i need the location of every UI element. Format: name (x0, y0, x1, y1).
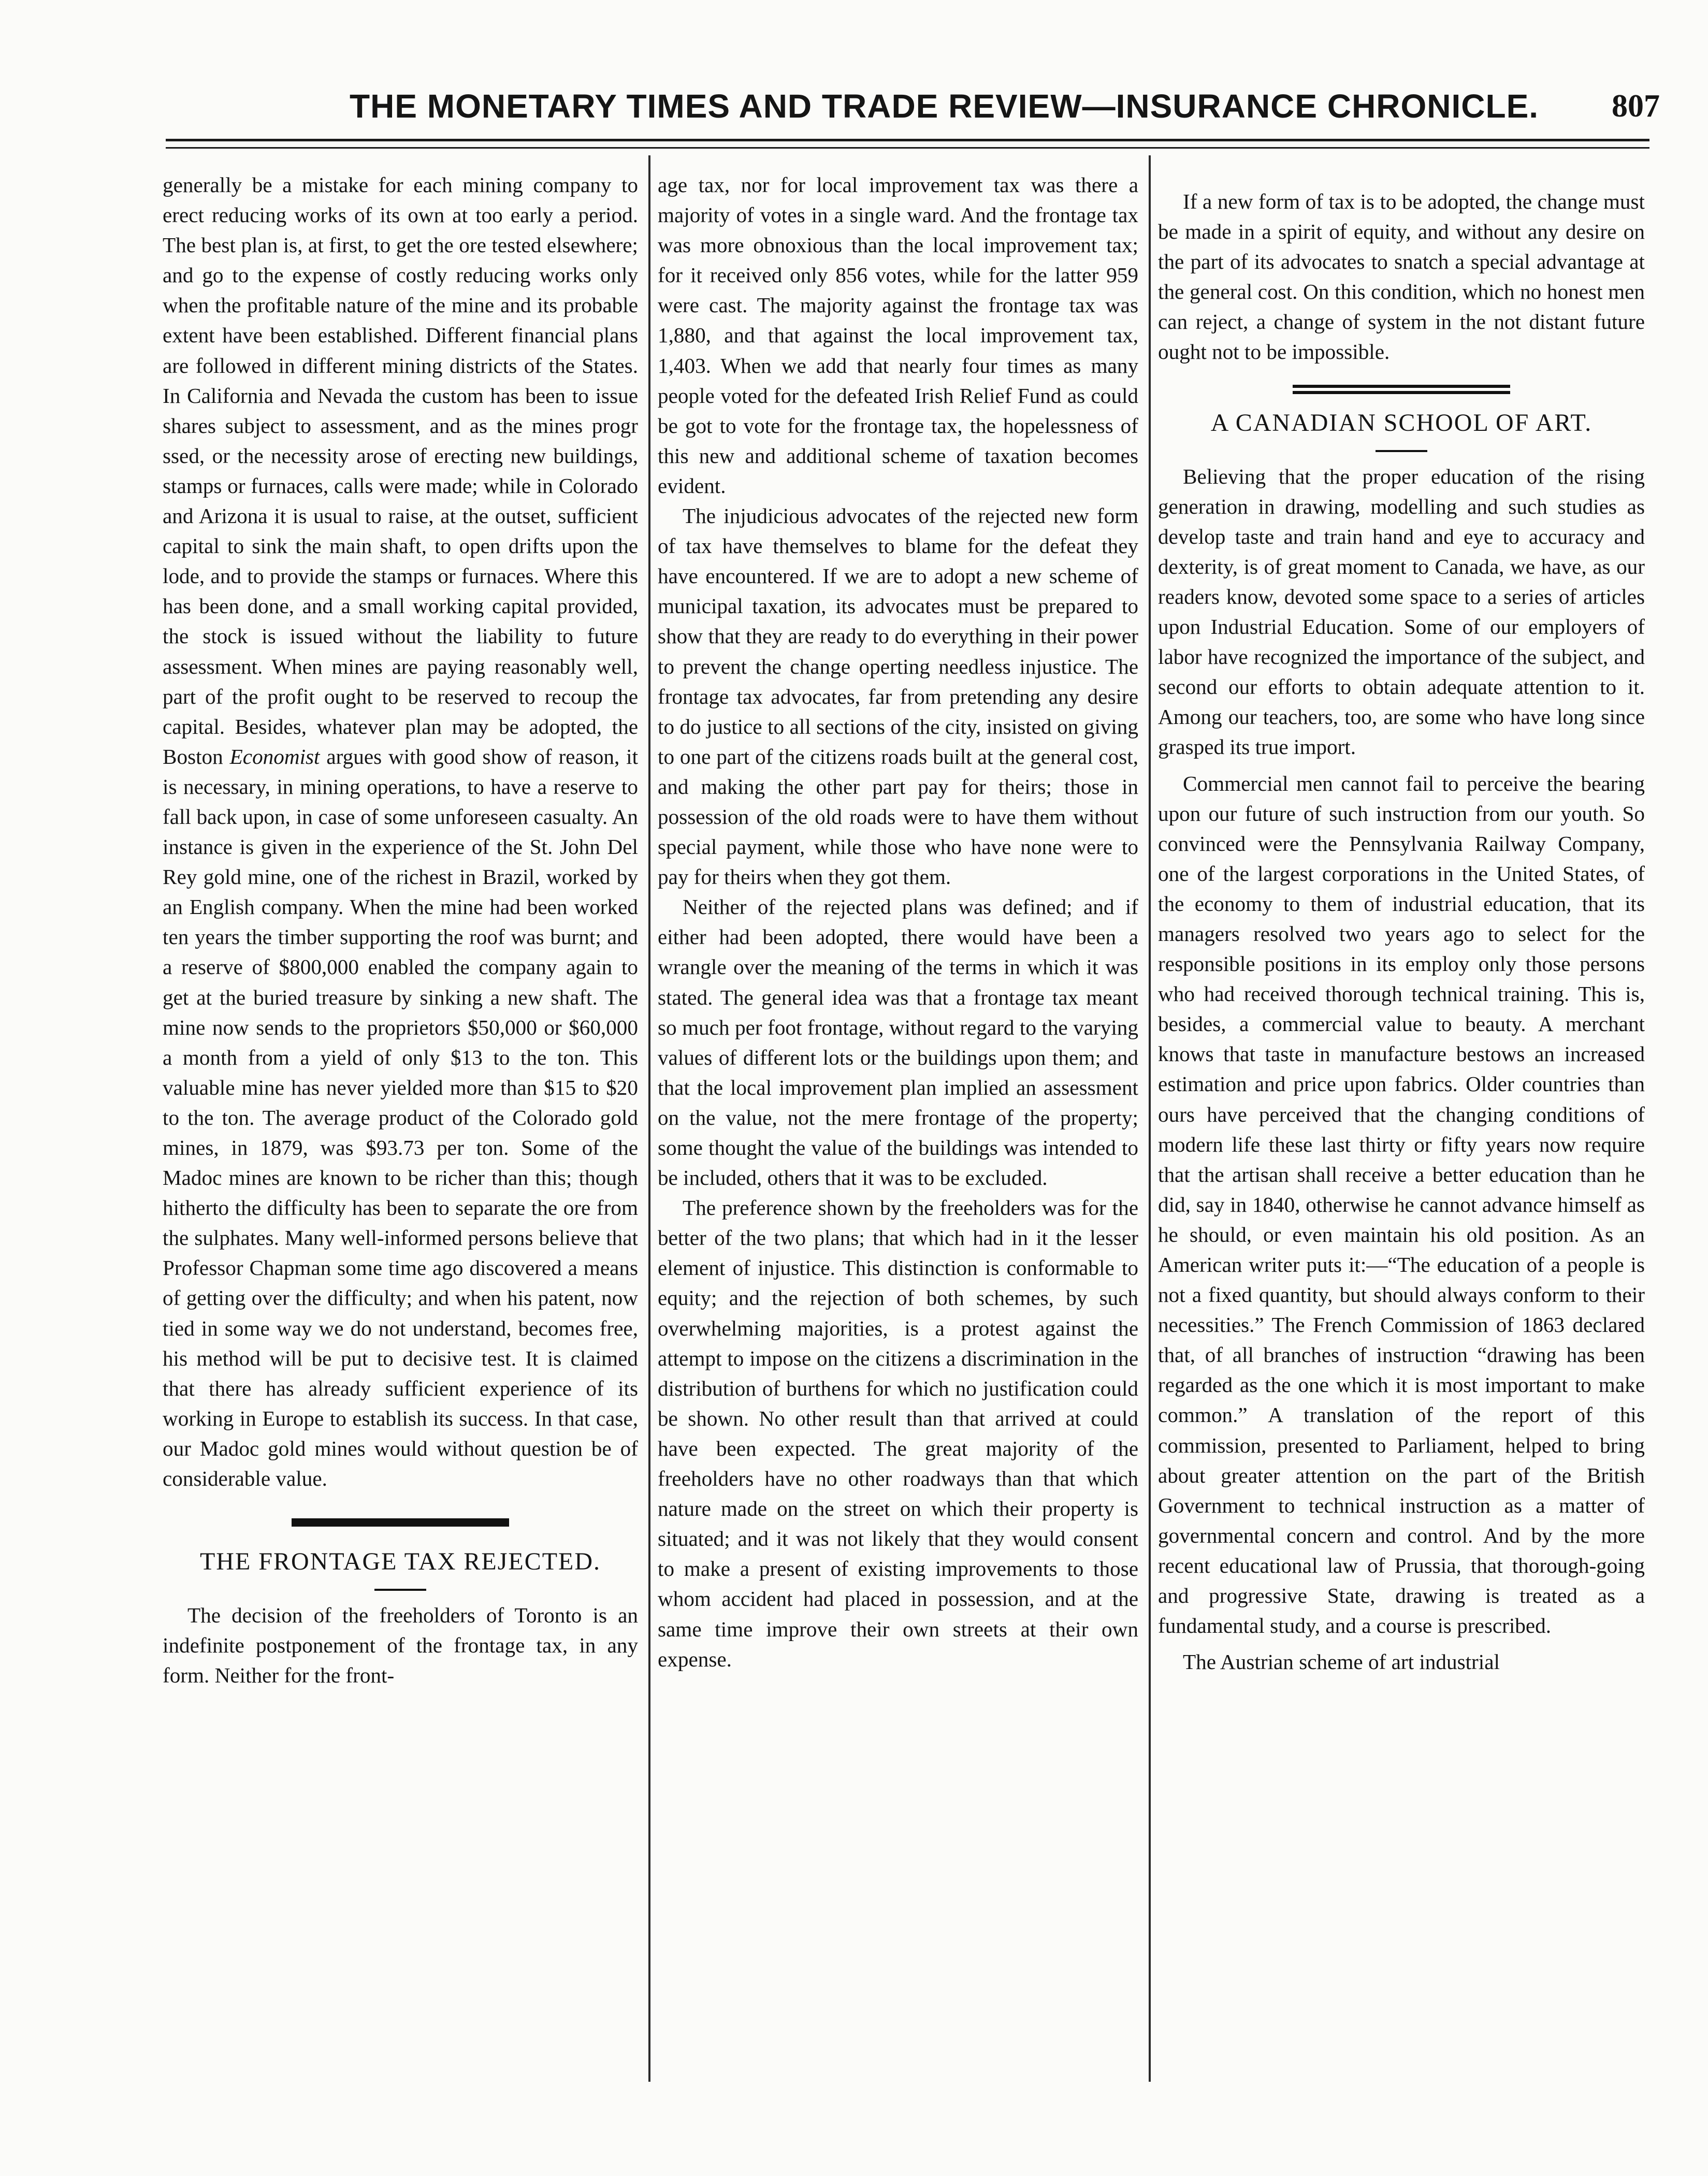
body-paragraph: The Austrian scheme of art industrial (1183, 1650, 1500, 1674)
header-rule-thin (166, 147, 1649, 149)
section-divider (1293, 385, 1510, 394)
body-paragraph: generally be a mistake for each mining company to erect reducing works of its own at too early a period. The best plan is, at first, to get the ore tested elsewhere; and go to the expense of costly reducing works only when the profitable nature of the mine and its probable extent have been established. Different financial plans are followed in different mining districts of the States. In California and Nevada the custom has been to issue shares subject to assessment, and as the mines progr ssed, or the necessity arose of erecting new buildings, stamps or furnaces, calls were made; while in Colorado and Arizona it is usual to raise, at the outset, sufficient capital to sink the main shaft, to open drifts upon the lode, and to provide the stamps or furnaces. Where this has been done, and a small working capital provided, the stock is issued without the liability to future assessment. When mines are paying reasonably well, part of the profit ought to be reserved to recoup the capital. Besides, whatever plan may be adopted, the Boston Economist argues with good show of reason, it is necessary, in mining operations, to have a reserve to fall back upon, in case of some unforeseen casualty. An instance is given in the experience of the St. John Del Rey gold mine, one of the richest in Brazil, worked by an English company. When the mine had been worked ten years the timber supporting the roof was burnt; and a reserve of $800,000 enabled the company again to get at the buried treasure by sinking a new shaft. The mine now sends to the proprietors $50,000 or $60,000 a month from a yield of only $13 to the ton. This valuable mine has never yielded more than $15 to $20 to the ton. The average product of the Colorado gold mines, in 1879, was $93.73 per ton. Some of the Madoc mines are known to be richer than this; though hitherto the difficulty has been to separate the ore from the sulphates. Many well-informed persons believe that Professor Chapman some time ago discovered a means of getting over the difficulty; and when his patent, now tied in some way we do not understand, becomes free, his method will be put to decisive test. It is claimed that there has already sufficient experience of its working in Europe to establish its success. In that case, our Madoc gold mines would without question be of considerable value. (163, 173, 639, 1491)
page-number: 807 (1612, 89, 1660, 124)
body-paragraph: The preference shown by the freeholders was for the better of the two plans; that which had in it the lesser element of injustice. This distinction is conformable to equity; and the rejection of both schemes, by such overwhelming majorities, is a protest against the attempt to impose on the citizens a discrimination in the distribution of burthens for which no justification could be shown. No other result than that arrived at could have been expected. The great majority of the freeholders have no other roadways than that which nature made on the street on which their property is situated; and it was not likely that they would consent to make a present of existing improvements to those whom accident had placed in possession, and at the same time improve their own streets at their own expense. (658, 1196, 1138, 1671)
body-paragraph: Believing that the proper education of the rising generation in drawing, modelling and such studies as develop taste and train hand and eye to accuracy and dexterity, is of great moment to Canada, we have, as our readers know, devoted some space to a series of articles upon Industrial Education. Some of our employers of labor have recognized the importance of the subject, and second our efforts to obtain adequate attention to it. Among our teachers, too, are some who have long since grasped its true import. (1158, 464, 1645, 759)
section-heading: A CANADIAN SCHOOL OF ART. (1210, 409, 1593, 437)
body-paragraph: The injudicious advocates of the rejected new form of tax have themselves to blame for the defeat they have encountered. If we are to adopt a new scheme of municipal taxation, its advocates must be prepared to show that they are ready to do everything in their power to prevent the change operting needless injustice. The frontage tax advocates, far from pretending any desire to do justice to all sections of the city, insisted on giving to one part of the citizens roads built at the general cost, and making the other part pay for theirs; those in possession of the old roads were to have them without special payment, while those who have none were to pay for theirs when they got them. (658, 504, 1138, 889)
column-2 (658, 170, 1138, 1674)
italic-term: Economist (229, 744, 320, 768)
heading-rule (1376, 450, 1427, 452)
heading-rule (374, 1589, 426, 1591)
column-divider (648, 155, 650, 2082)
body-paragraph: Neither of the rejected plans was defined; and if either had been adopted, there would have been a wrangle over the meaning of the terms in which it was stated. The general idea was that a frontage tax meant so much per foot frontage, without regard to the varying values of different lots or the buildings upon them; and that the local improvement plan implied an assessment on the value, not the mere frontage of the property; some thought the value of the buildings was intended to be included, others that it was to be excluded. (658, 895, 1138, 1190)
header-rule (166, 139, 1649, 141)
section-heading: THE FRONTAGE TAX REJECTED. (199, 1548, 601, 1576)
page-title: THE MONETARY TIMES AND TRADE REVIEW—INSURANCE CHRONICLE. (350, 88, 1539, 125)
running-header (166, 87, 1678, 136)
section-divider (292, 1518, 509, 1527)
column-3 (1158, 186, 1645, 1677)
body-paragraph: The decision of the freeholders of Toronto is an indefinite postponement of the frontage tax, in any form. Neither for the front- (163, 1603, 638, 1688)
body-paragraph: If a new form of tax is to be adopted, the change must be made in a spirit of equity, and without any desire on the part of its advocates to snatch a special advantage at the general cost. On this condition, which no honest men can reject, a change of system in the not distant future ought not to be impossible. (1158, 190, 1645, 364)
column-1 (163, 170, 638, 1690)
body-paragraph: Commercial men cannot fail to perceive the bearing upon our future of such instruction from our youth. So convinced were the Pennsylvania Railway Company, one of the largest corporations in the United States, of the economy to them of industrial education, that its managers resolved two years ago to select for the responsible positions in its employ only those persons who had received thorough technical training. This is, besides, a commercial value to beauty. A merchant knows that taste in manufacture bestows an increased estimation and price upon fabrics. Older countries than ours have perceived that the changing conditions of modern life these last thirty or fifty years now require that the artisan shall receive a better education than he did, say in 1840, otherwise he cannot advance himself as he should, or even maintain his old position. As an American writer puts it:—“The education of a people is not a fixed quantity, but should always conform to their necessities.” The French Commission of 1863 declared that, of all branches of instruction “drawing has been regarded as the one which it is most important to make common.” A translation of the report of this commission, presented to Parliament, helped to bring about greater attention on the part of the British Government to technical instruction as a matter of governmental concern and control. And by the more recent educational law of Prussia, that thorough-going and progressive State, drawing is treated as a fundamental study, and a course is prescribed. (1158, 771, 1645, 1638)
column-divider (1149, 155, 1151, 2082)
body-paragraph: age tax, nor for local improvement tax was there a majority of votes in a single ward. And the frontage tax was more obnoxious than the local improvement tax; for it received only 856 votes, while for the latter 959 were cast. The majority against the frontage tax was 1,880, and that against the local improvement tax, 1,403. When we add that nearly four times as many people voted for the defeated Irish Relief Fund as could be got to vote for the frontage tax, the hopelessness of this new and additional scheme of taxation becomes evident. (658, 173, 1138, 498)
